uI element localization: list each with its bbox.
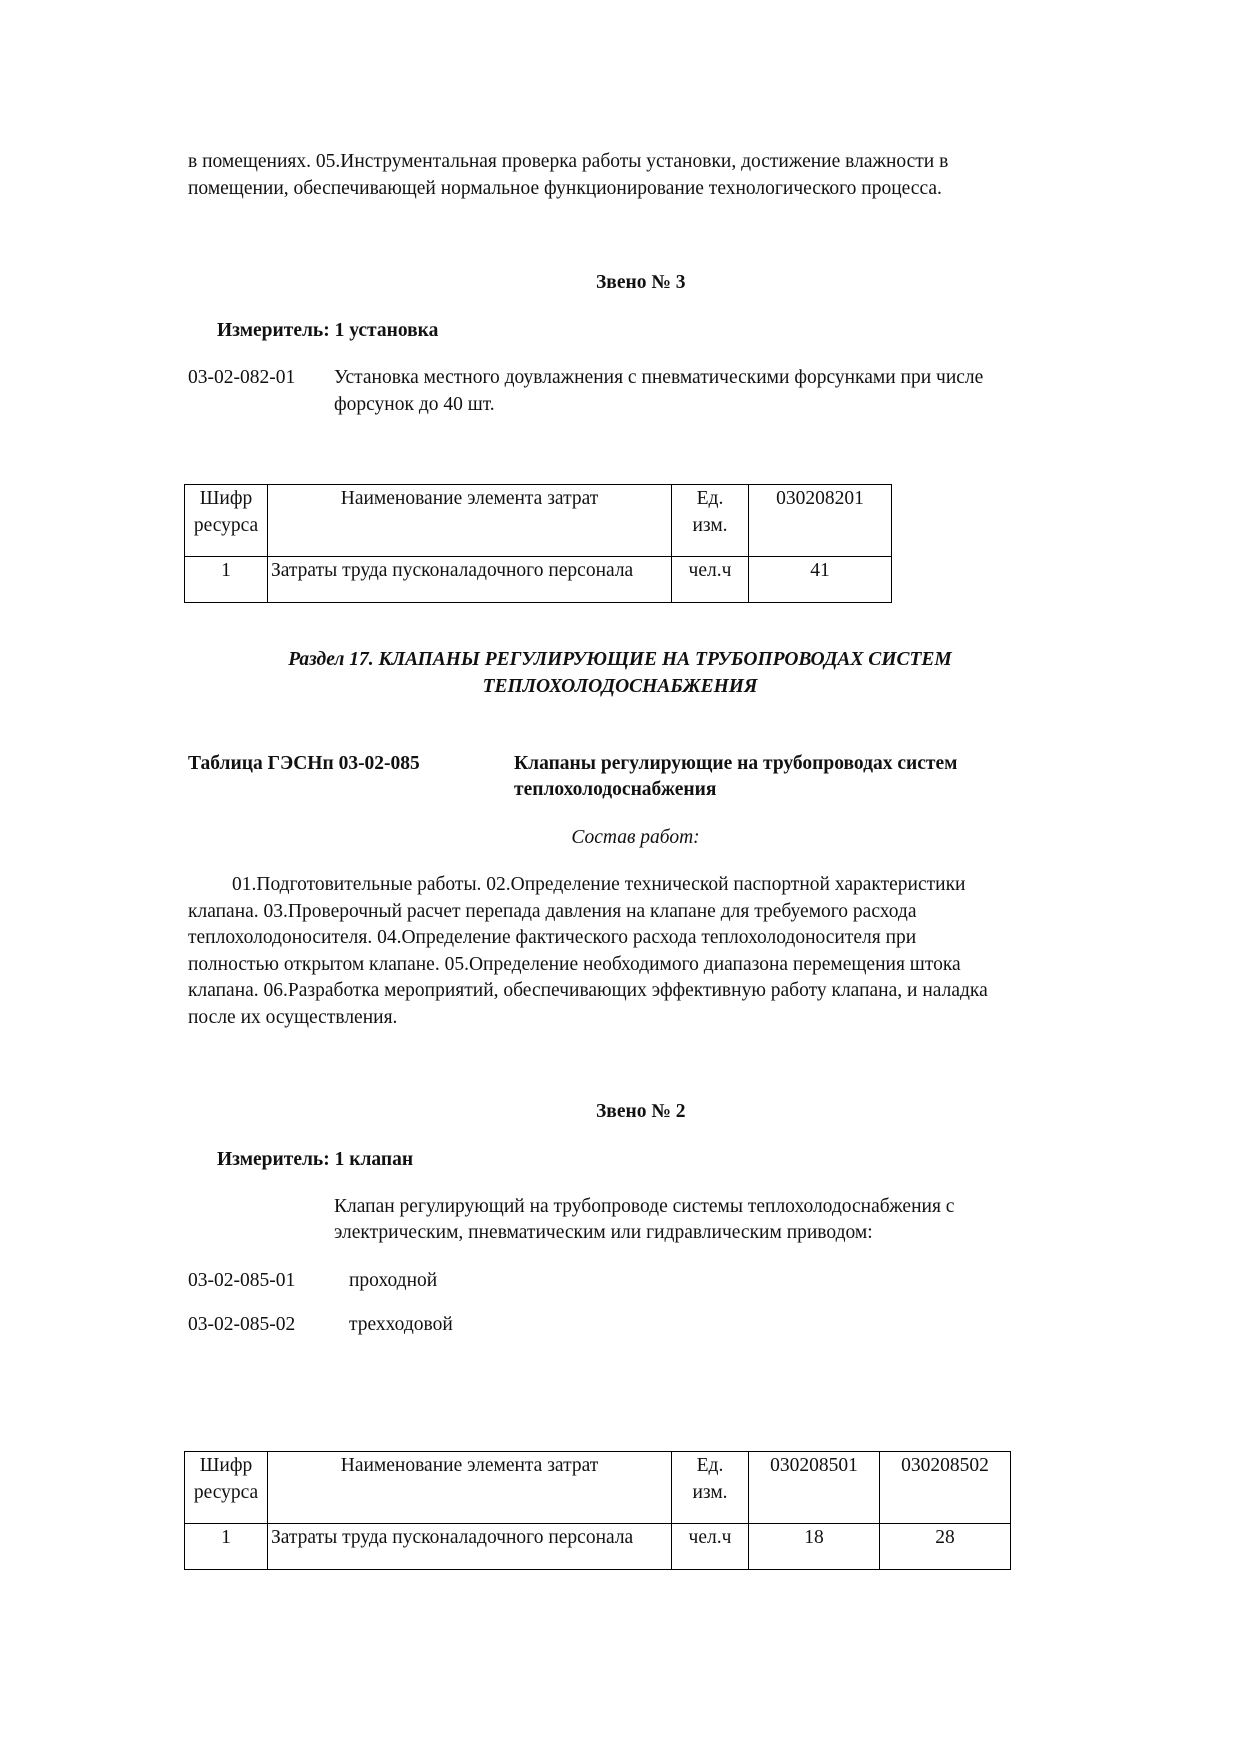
norm-code-03-02-085-02: 03-02-085-02 [188,1314,296,1335]
header-unit-line-2: изм. [692,1482,728,1503]
row-name-cell: Затраты труда пусконаладочного персонала [268,557,672,603]
works-line-3: теплохолодоносителя. 04.Определение фактического расхода теплохолодоносителя при [188,927,917,949]
header-value-cell-1: 030208501 [749,1452,880,1524]
row-code-cell: 1 [185,1524,268,1570]
header-code-line-1: Шифр [199,488,253,509]
norm-code-03-02-082-01: 03-02-082-01 [188,367,296,388]
header-code-line-2: ресурса [193,515,259,536]
section-title-line-1: Раздел 17. КЛАПАНЫ РЕГУЛИРУЮЩИЕ НА ТРУБОПРОВОДАХ СИСТЕМ [288,649,952,670]
header-code-cell [185,485,268,557]
header-name-cell: Наименование элемента затрат [268,1452,672,1524]
header-unit-cell [672,1452,749,1524]
header-name-cell: Наименование элемента затрат [268,485,672,557]
table-header-row [185,1452,1011,1524]
norm-code-03-02-085-01: 03-02-085-01 [188,1270,296,1291]
crew-2-measure: Измеритель: 1 клапан [217,1149,414,1170]
section-title-line-2: ТЕПЛОХОЛОДОСНАБЖЕНИЯ [482,676,758,697]
composition-heading: Состав работ: [571,827,700,848]
norm-label-three-way: трехходовой [349,1314,453,1335]
gesn-table-title-line-1: Клапаны регулирующие на трубопроводах систем [514,753,958,774]
header-unit-cell [672,485,749,557]
intro-text-line-1: в помещениях. 05.Инструментальная проверка работы установки, достижение влажности в [188,151,949,172]
row-value-cell: 41 [749,557,892,603]
header-value-cell-2: 030208502 [880,1452,1011,1524]
header-code-cell [185,1452,268,1524]
norm-label-straight: проходной [349,1270,438,1291]
table-header-row [185,485,892,557]
intro-text-line-2: помещении, обеспечивающей нормальное функционирование технологического процесса. [188,178,942,199]
row-unit-cell: чел.ч [672,557,749,603]
works-description [188,872,988,1032]
works-line-4: полностью открытом клапане. 05.Определение необходимого диапазона перемещения штока [188,953,961,975]
header-value-cell: 030208201 [749,485,892,557]
works-line-5: клапана. 06.Разработка мероприятий, обеспечивающих эффективную работу клапана, и наладка [188,980,988,1002]
norm-description-line-1: Установка местного доувлажнения с пневматическими форсунками при числе [334,367,984,388]
resource-table-2 [184,1451,1011,1570]
header-unit-line-1: Ед. [696,1455,724,1476]
crew-3-measure: Измеритель: 1 установка [217,320,439,341]
works-line-2: клапана. 03.Проверочный расчет перепада давления на клапане для требуемого расхода [188,900,917,922]
row-name-cell: Затраты труда пусконаладочного персонала [268,1524,672,1570]
works-line-6: после их осуществления. [188,1006,398,1028]
gesn-table-title-line-2: теплохолодоснабжения [514,779,717,800]
row-unit-cell: чел.ч [672,1524,749,1570]
valve-description-line-1: Клапан регулирующий на трубопроводе системы теплохолодоснабжения с [334,1196,955,1217]
valve-description-line-2: электрическим, пневматическим или гидравлическим приводом: [334,1222,873,1243]
header-unit-line-1: Ед. [696,488,724,509]
table-row [185,557,892,603]
header-code-line-1: Шифр [199,1455,253,1476]
crew-3-title: Звено № 3 [596,272,686,293]
table-row [185,1524,1011,1570]
gesn-table-label: Таблица ГЭСНп 03-02-085 [188,753,420,774]
resource-table-1 [184,484,892,603]
row-value-cell-1: 18 [749,1524,880,1570]
works-line-1: 01.Подготовительные работы. 02.Определение технической паспортной характеристики [232,874,966,895]
norm-description-line-2: форсунок до 40 шт. [334,394,495,415]
row-code-cell: 1 [185,557,268,603]
header-code-line-2: ресурса [193,1482,259,1503]
header-unit-line-2: изм. [692,515,728,536]
row-value-cell-2: 28 [880,1524,1011,1570]
crew-2-title: Звено № 2 [596,1101,686,1122]
